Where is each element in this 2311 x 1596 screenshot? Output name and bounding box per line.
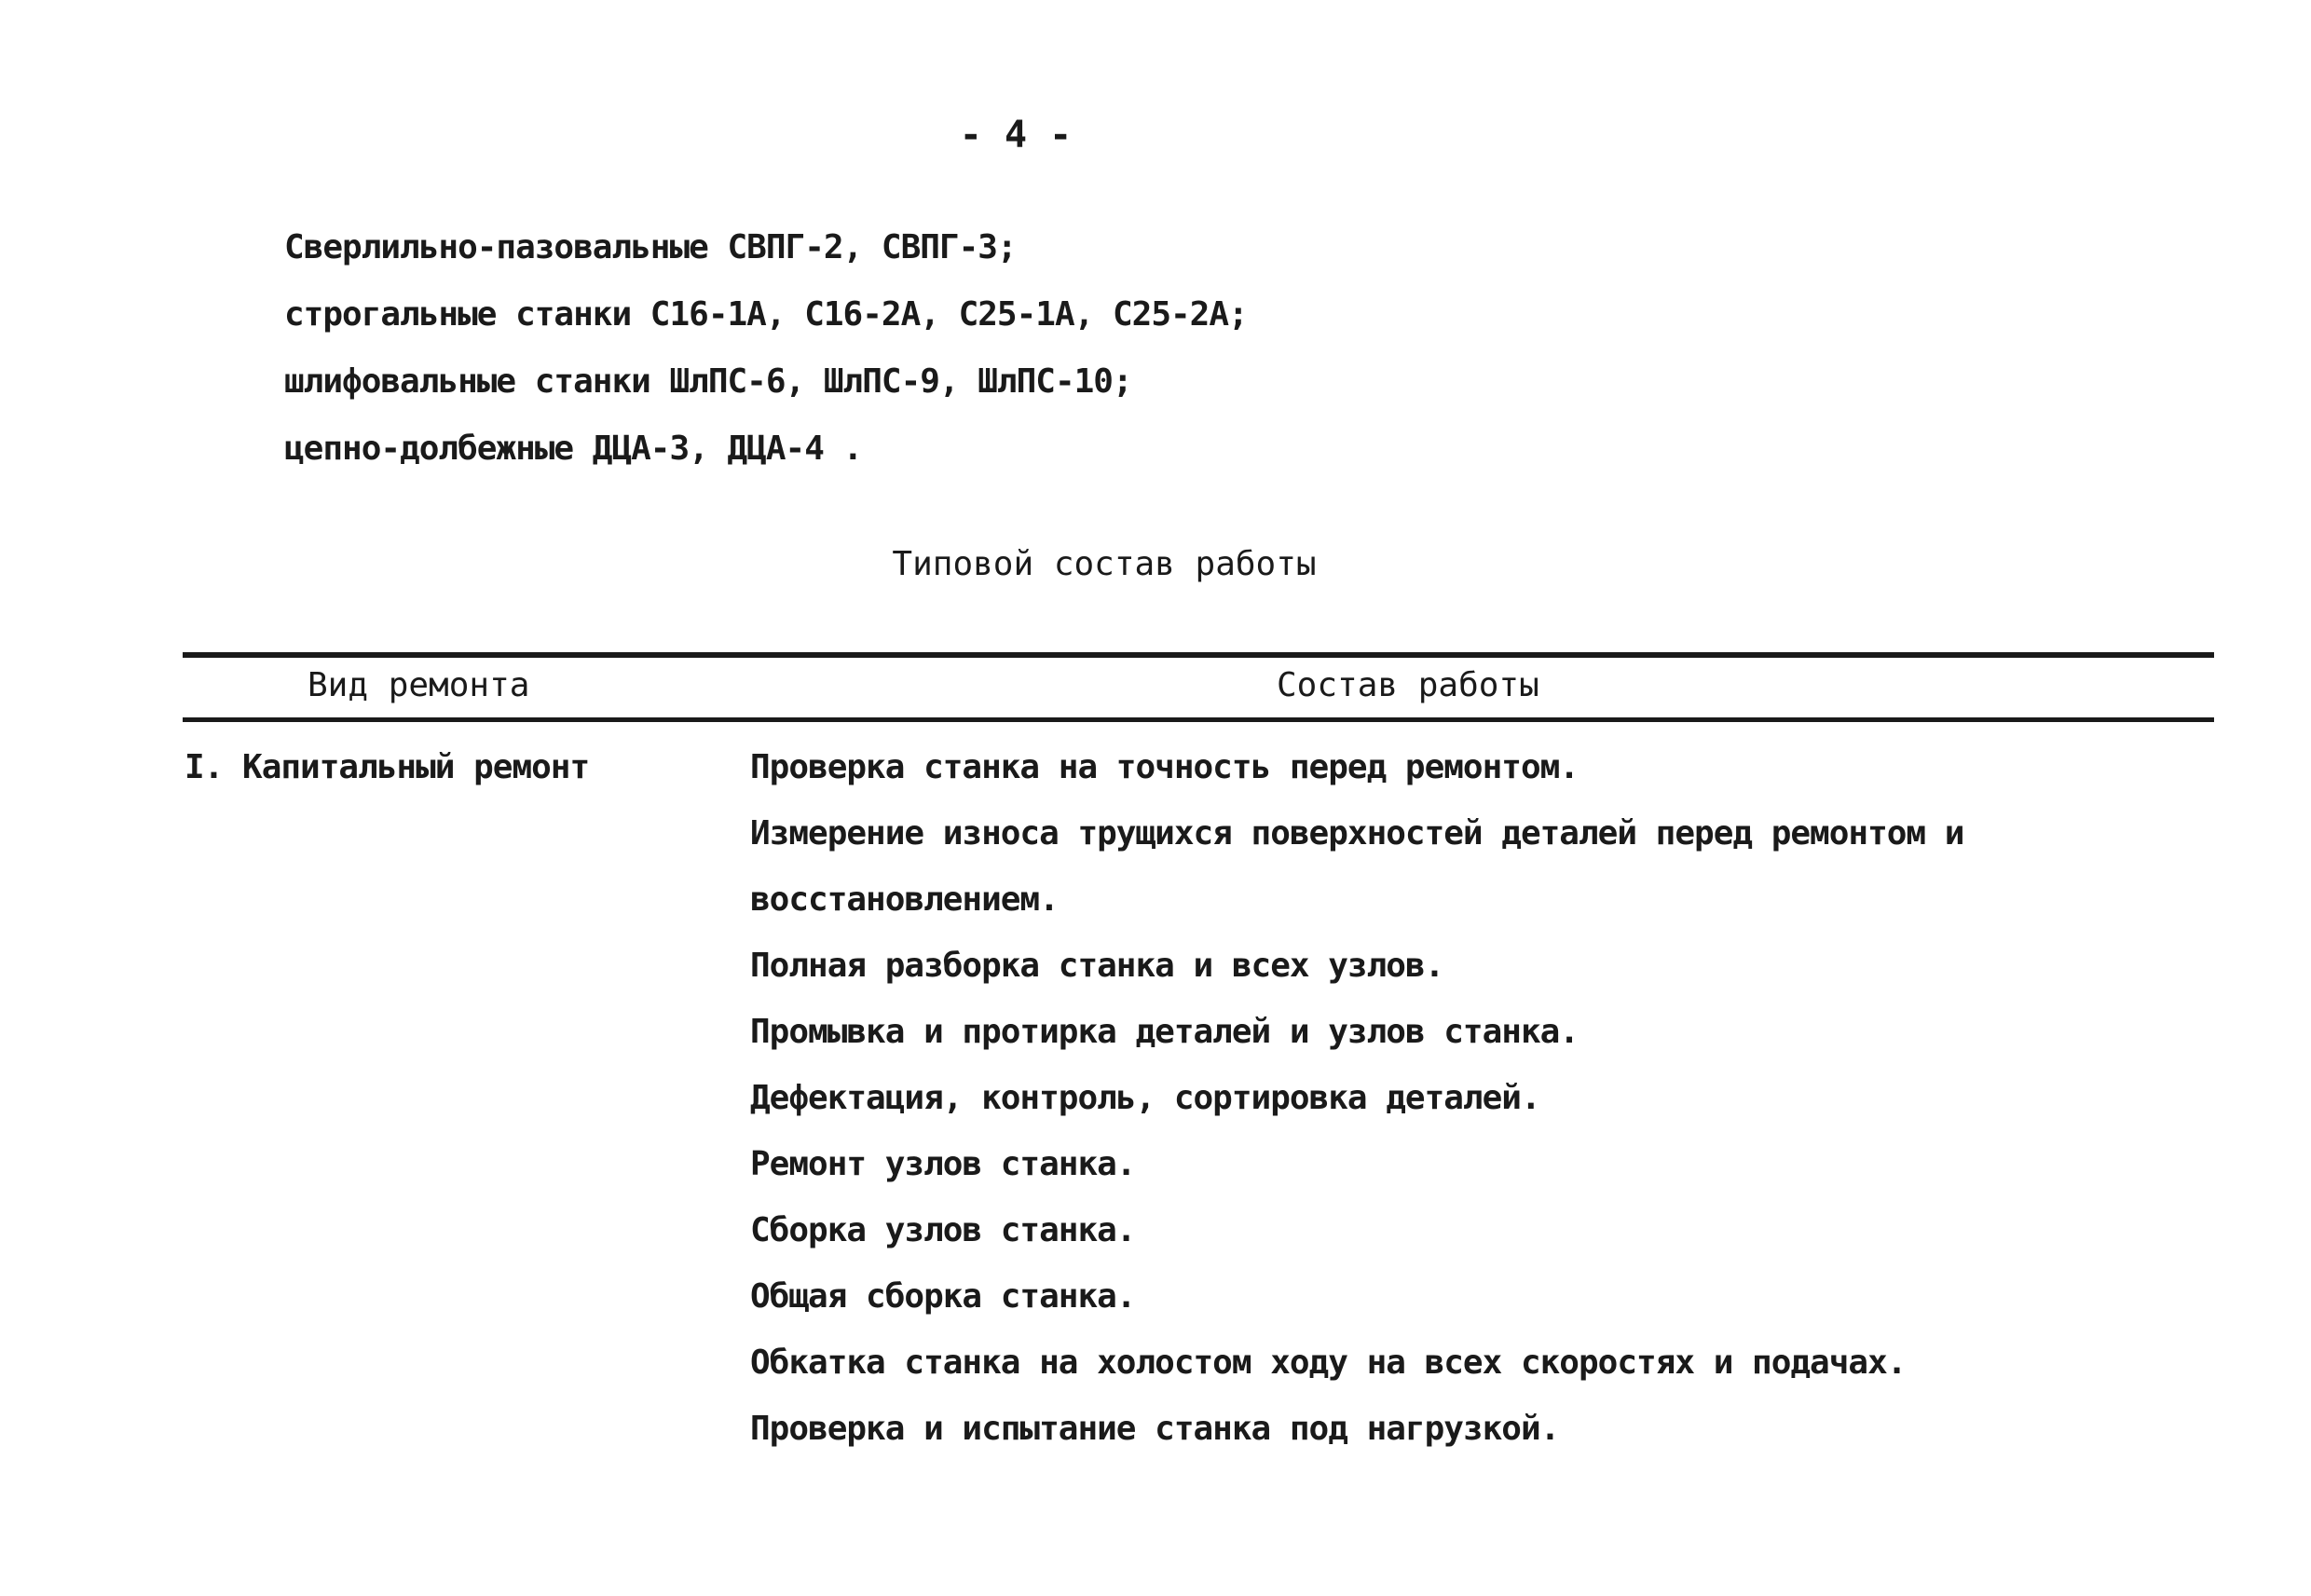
repair-type-cell: I. Капитальный ремонт <box>185 748 590 786</box>
work-item: Сборка узлов станка. <box>750 1211 1136 1249</box>
header-work-composition: Состав работы <box>1277 666 1539 704</box>
work-item: Ремонт узлов станка. <box>750 1145 1136 1183</box>
table-header-rule <box>183 717 2214 722</box>
work-item: Измерение износа трущихся поверхностей деталей перед ремонтом и <box>750 814 1964 853</box>
intro-line: шлифовальные станки ШлПС-6, ШлПС-9, ШлПС-10; <box>284 362 1132 401</box>
work-item: Общая сборка станка. <box>750 1277 1136 1316</box>
work-item: Обкатка станка на холостом ходу на всех скоростях и подачах. <box>750 1344 1907 1382</box>
work-item: Полная разборка станка и всех узлов. <box>750 947 1444 985</box>
section-title: Типовой состав работы <box>892 545 1317 583</box>
work-item: Дефектация, контроль, сортировка деталей. <box>750 1079 1540 1117</box>
header-repair-type: Вид ремонта <box>308 666 530 704</box>
work-item: восстановлением. <box>750 880 1059 919</box>
intro-line: цепно-долбежные ДЦА-3, ДЦА-4 . <box>284 430 863 468</box>
work-item: Промывка и протирка деталей и узлов станка. <box>750 1013 1579 1051</box>
work-item: Проверка и испытание станка под нагрузкой. <box>750 1410 1560 1448</box>
intro-machine-list <box>284 214 2055 483</box>
work-item: Проверка станка на точность перед ремонтом. <box>750 748 1579 786</box>
intro-line: Сверлильно-пазовальные СВПГ-2, СВПГ-3; <box>284 228 1017 266</box>
work-composition-list <box>750 743 2204 1471</box>
intro-line: строгальные станки С16-1А, С16-2А, С25-1А, С25-2А; <box>284 295 1248 334</box>
page-number: - 4 - <box>959 114 1073 157</box>
table-top-rule <box>183 652 2214 658</box>
